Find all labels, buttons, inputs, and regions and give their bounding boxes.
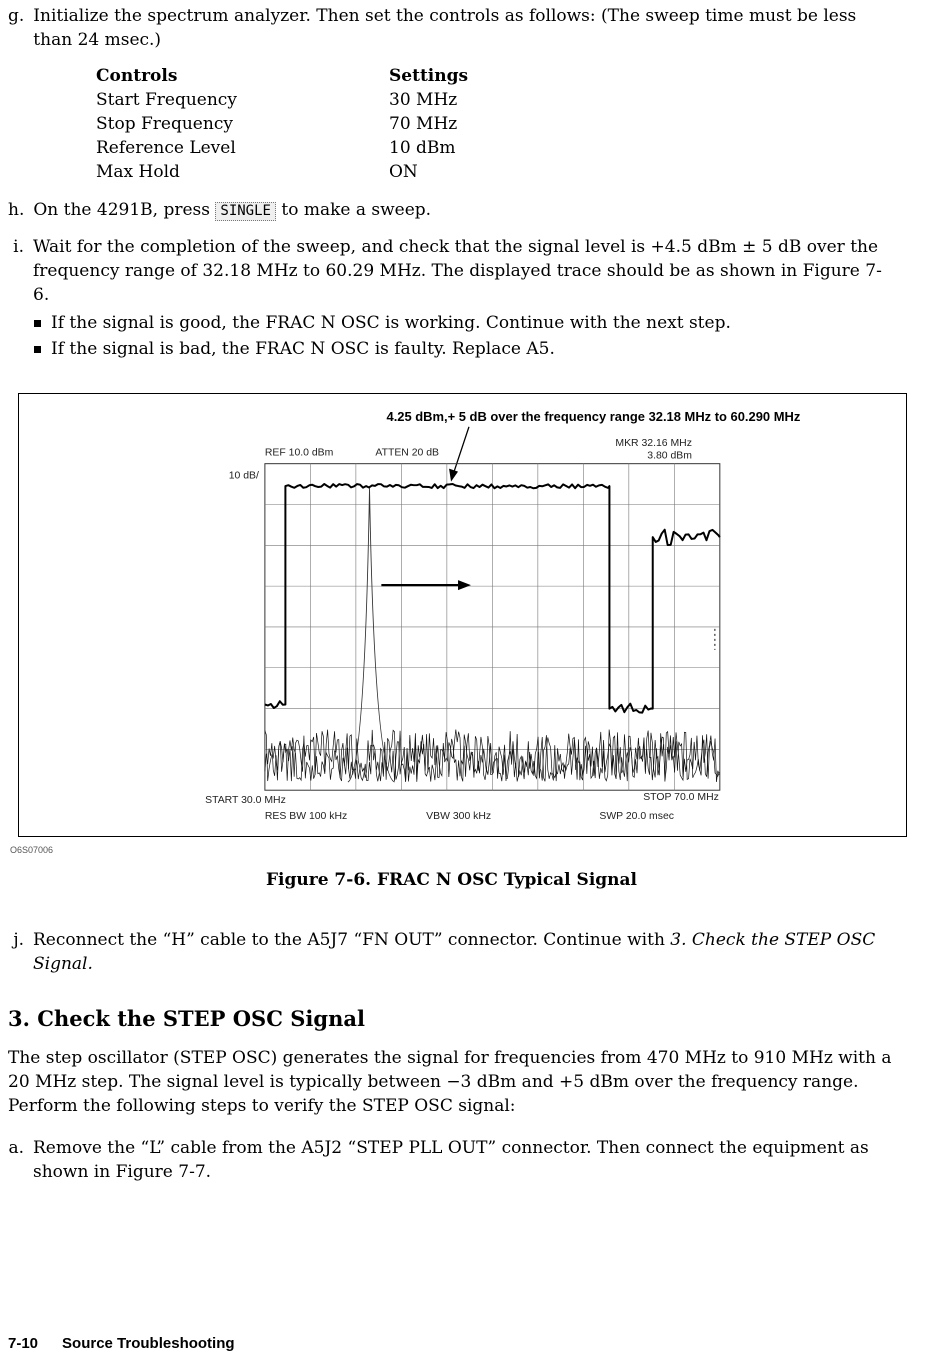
step-h-text [33,198,895,223]
section-intro: The step oscillator (STEP OSC) generates the signal for frequencies from 470 MHz to 910 MHz with a 20 MHz step. The signal level is typically between −3 dBm and +5 dBm over the frequency range. Perform the following steps to verify the STEP OSC signal: [8,1048,892,1116]
step-j-text [33,928,895,976]
vbw-label: VBW 300 kHz [426,811,492,823]
swp-label: SWP 20.0 msec [599,811,675,823]
graticule-gridlines [265,464,720,791]
marker-freq-label: MKR 32.16 MHz [615,437,692,449]
single-key: SINGLE [215,202,276,221]
res-bw-label: RES BW 100 kHz [264,811,348,823]
bullet-text: If the signal is good, the FRAC N OSC is working. Continue with the next step. [51,313,731,333]
step-a [8,1136,895,1184]
step-h-pre: On the 4291B, press [33,200,216,220]
table-cell: 70 MHz [389,114,458,134]
step-a-text: Remove the “L” cable from the A5J2 “STEP PLL OUT” connector. Then connect the equipment as shown in Figure 7-7. [33,1138,869,1182]
figure-code: O6S07006 [10,845,54,855]
step-i-marker: i. [13,237,24,257]
footer-title: Source Troubleshooting [62,1335,235,1352]
table-row [96,160,468,184]
start-freq-label: START 30.0 MHz [205,795,286,807]
table-row [96,136,468,160]
step-j-marker: j. [13,930,24,950]
step-g-text: Initialize the spectrum analyzer. Then set the controls as follows: (The sweep time must be less than 24 msec.) [33,6,857,50]
step-h [8,198,895,223]
stop-freq-label: STOP 70.0 MHz [643,792,719,804]
table-cell: 10 dBm [389,138,456,158]
step-i-bullets [33,311,895,361]
bullet-square-icon [34,346,41,353]
annotation-arrowhead-icon [449,469,458,482]
figure-annotation: 4.25 dBm,+ 5 dB over the frequency range 32.18 MHz to 60.290 MHz [386,408,801,424]
table-header-row [96,64,468,88]
step-h-post: to make a sweep. [275,200,432,220]
table-cell: Reference Level [96,138,236,158]
table-header-settings: Settings [389,66,469,86]
scale-label: 10 dB/ [228,470,259,482]
ref-level-label: REF 10.0 dBm [264,447,334,459]
step-i-body [33,235,895,363]
step-g-marker: g. [8,6,25,26]
step-a-marker: a. [8,1138,24,1158]
atten-label: ATTEN 20 dB [375,447,440,459]
list-item [33,311,895,335]
bullet-square-icon [34,320,41,327]
table-row [96,88,468,112]
marker-level-label: 3.80 dBm [647,450,692,462]
page-footer [8,1332,235,1356]
step-i [8,235,895,363]
list-item [33,337,895,361]
table-row [96,112,468,136]
step-h-marker: h. [8,200,25,220]
sweep-arrowhead-icon [458,580,471,590]
step-i-text: Wait for the completion of the sweep, and check that the signal level is +4.5 dBm ± 5 dB over the frequency range of 32.18 MHz to 60.29 MHz. The displayed trace should be as shown in Figure 7-6. [33,237,882,305]
table-cell: Stop Frequency [96,114,233,134]
spectrum-analyzer-display [19,394,904,836]
table-cell: Max Hold [96,162,180,182]
table-cell: Start Frequency [96,90,237,110]
table-cell: 30 MHz [389,90,458,110]
step-j-crossref: 3. Check the STEP OSC Signal. [33,930,876,974]
figure-7-6 [18,393,907,837]
step-g [8,4,895,52]
bullet-text: If the signal is bad, the FRAC N OSC is faulty. Replace A5. [51,339,555,359]
table-cell: ON [389,162,418,182]
table-header-controls: Controls [96,66,178,86]
controls-settings-table [96,64,468,184]
figure-caption: Figure 7-6. FRAC N OSC Typical Signal [265,870,638,890]
step-j [8,928,895,976]
annotation-arrow [454,427,469,472]
page-number: 7-10 [8,1335,39,1352]
section-heading: 3. Check the STEP OSC Signal [8,1006,365,1031]
step-j-pre: Reconnect the “H” cable to the A5J7 “FN OUT” connector. Continue with [33,930,671,950]
